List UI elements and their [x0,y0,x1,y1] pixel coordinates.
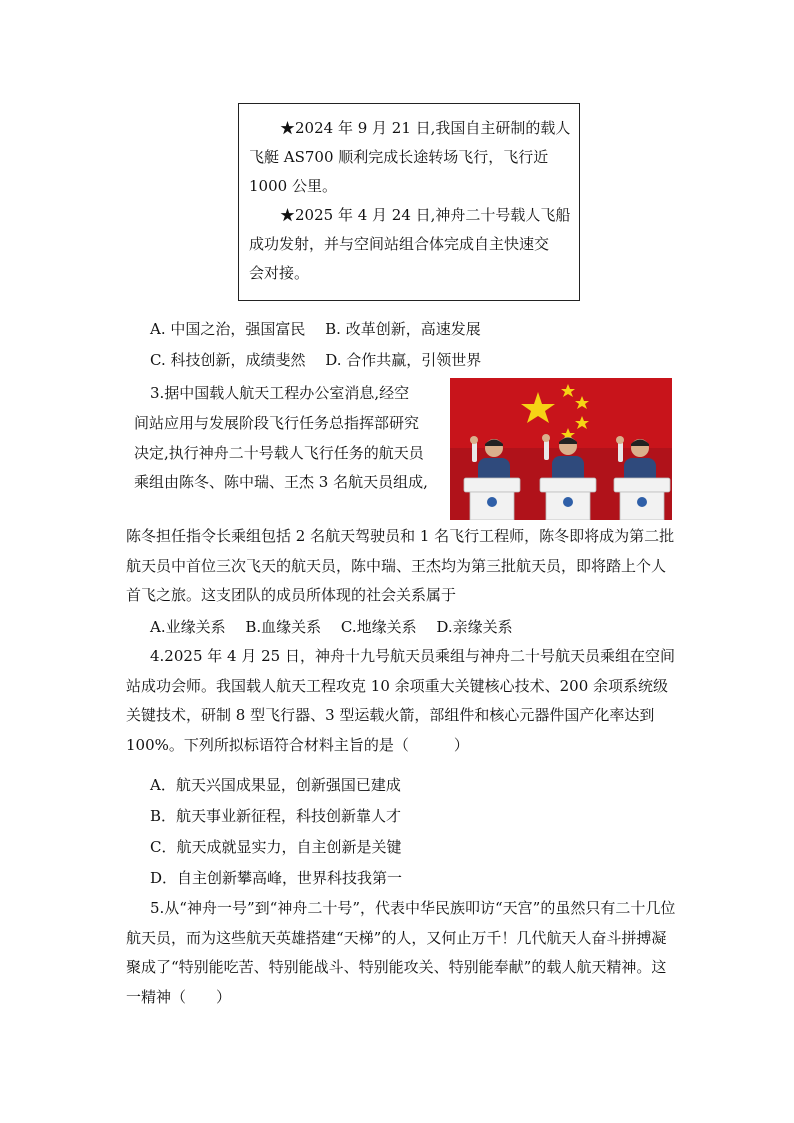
box-line: 成功发射，并与空间站组合体完成自主快速交 [249,235,550,253]
q4-option-b: B．航天事业新征程，科技创新靠人才 [150,807,402,825]
q4-option-c: C．航天成就显实力，自主创新是关键 [150,838,402,856]
q2-options-row2: C. 科技创新，成绩斐然 D. 合作共赢，引领世界 [150,351,482,369]
box-line: 会对接。 [249,264,310,282]
box-line: ★2025 年 4 月 24 日,神舟二十号载人飞船 [280,206,571,224]
material-box [238,103,580,301]
box-line: 1000 公里。 [249,177,337,195]
q4-option-a: A．航天兴国成果显，创新强国已建成 [150,776,401,794]
q3-rest: 陈冬担任指令长乘组包括 2 名航天驾驶员和 1 名飞行工程师，陈冬即将成为第二批航天员中首位三次飞天的航天员，陈中瑞、王杰均为第三批航天员，即将踏上个人首飞之旅。这支团队的成员所体现的社会关系属于 [126,527,675,604]
q4-option-d: D．自主创新攀高峰，世界科技我第一 [150,869,403,887]
q3-line2: 间站应用与发展阶段飞行任务总指挥部研究 [134,414,420,432]
q4-stem: 4.2025 年 4 月 25 日，神舟十九号航天员乘组与神舟二十号航天员乘组在空间站成功会师。我国载人航天工程攻克 10 余项重大关键核心技术、200 余项系统级关键技术，研制 8 型飞行器、3 型运载火箭，部组件和核心元器件国产化率达到 100%。下列所拟标语符合材料主旨的是（ ） [126,647,675,754]
q5-stem: 5.从“神舟一号”到“神舟二十号”，代表中华民族叩访“天宫”的虽然只有二十几位航天员，而为这些航天英雄搭建“天梯”的人，又何止万千！几代航天人奋斗拼搏凝聚成了“特别能吃苦、特别能战斗、特别能攻关、特别能奉献”的载人航天精神。这一精神（ ） [126,899,676,1006]
q3-line1: 3.据中国载人航天工程办公室消息,经空 [150,384,410,402]
q3-line3: 决定,执行神舟二十号载人飞行任务的航天员 [134,443,424,462]
astronaut-crew-photo [450,378,672,520]
box-line: ★2024 年 9 月 21 日,我国自主研制的载人 [280,119,571,137]
box-line: 飞艇 AS700 顺利完成长途转场飞行，飞行近 [249,148,549,166]
q2-options-row1: A. 中国之治，强国富民 B. 改革创新，高速发展 [150,320,481,338]
q3-wrapped-lines [134,409,428,498]
q3-line4: 乘组由陈冬、陈中瑞、王杰 3 名航天员组成, [134,473,428,491]
q3-options: A.业缘关系 B.血缘关系 C.地缘关系 D.亲缘关系 [150,618,513,636]
